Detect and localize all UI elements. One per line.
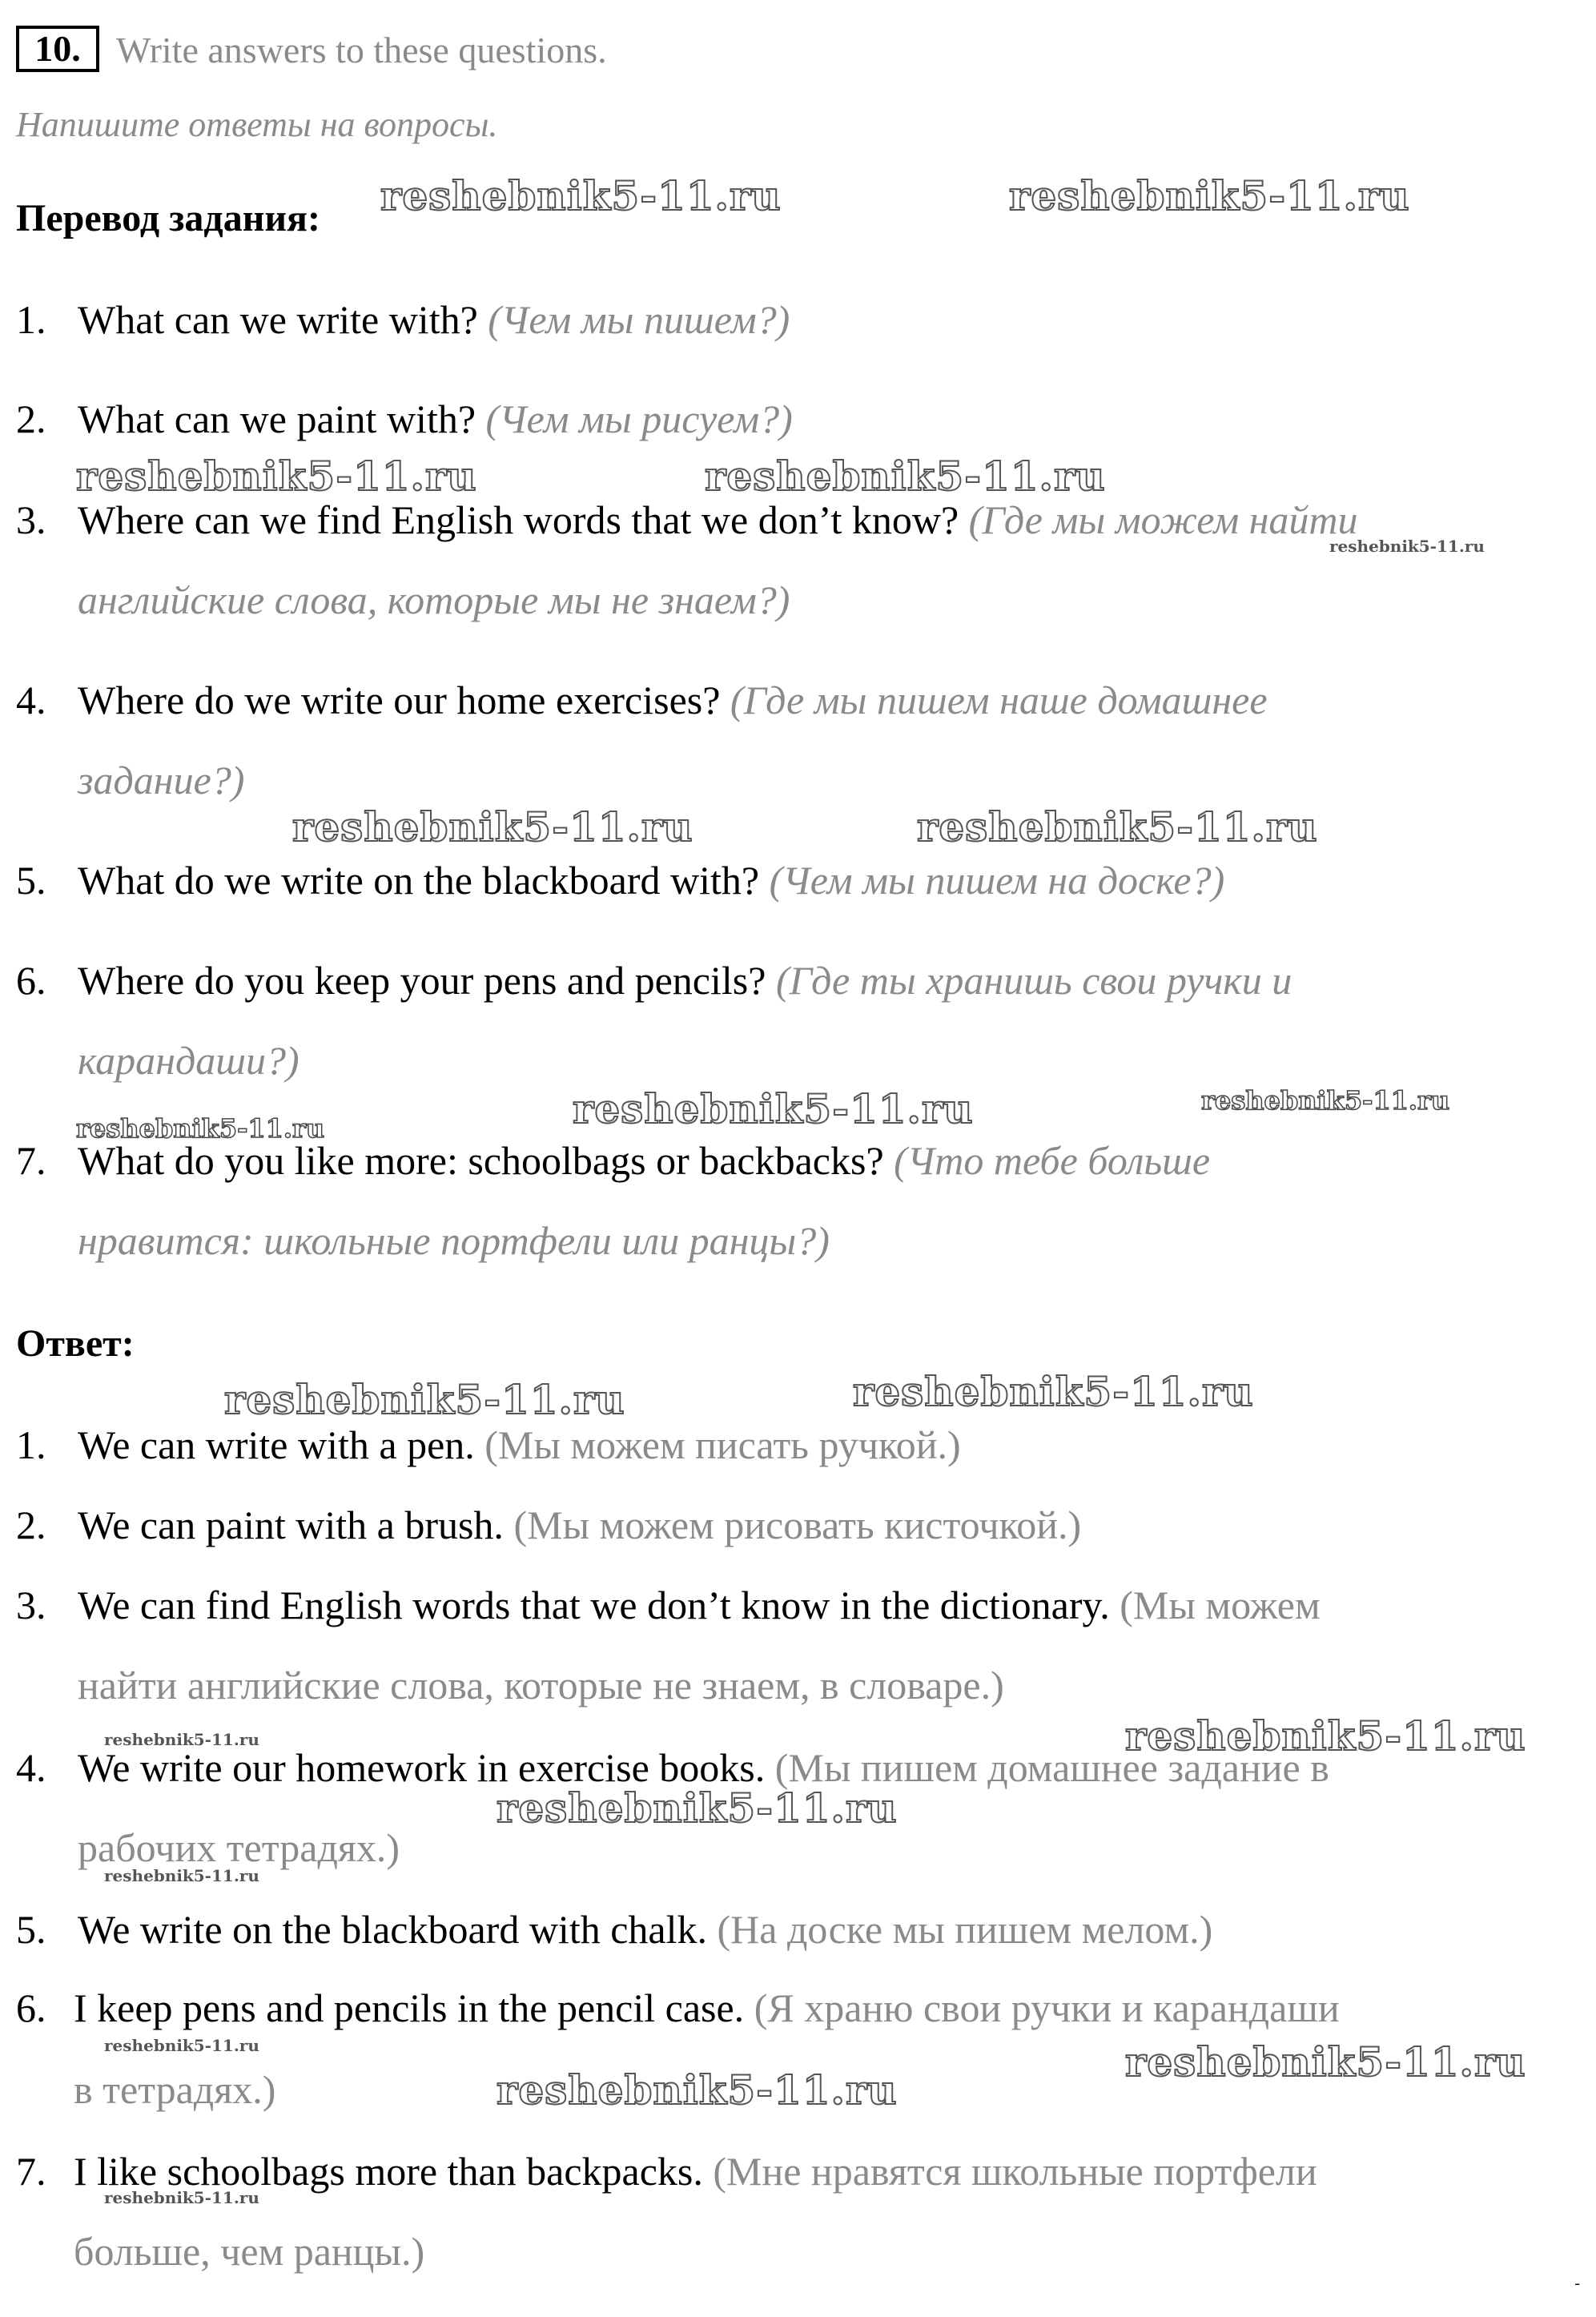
answer-ru: (Мы можем рисовать кисточкой.) (513, 1502, 1082, 1547)
watermark: reshebnik5-11.ru (853, 1368, 1254, 1415)
watermark: reshebnik5-11.ru (573, 1085, 974, 1132)
watermark: reshebnik5-11.ru (104, 2188, 259, 2207)
question-en: What can we paint with? (78, 396, 476, 441)
question-line (78, 857, 1224, 903)
watermark: reshebnik5-11.ru (1329, 537, 1485, 556)
watermark: reshebnik5-11.ru (1009, 172, 1410, 219)
watermark: reshebnik5-11.ru (292, 803, 693, 851)
question-ru: (Чем мы пишем на доске?) (769, 858, 1225, 903)
question-en: Where do you keep your pens and pencils? (78, 958, 766, 1003)
answer-en: We write on the blackboard with chalk. (78, 1907, 707, 1952)
answer-line (78, 1422, 961, 1468)
watermark: reshebnik5-11.ru (104, 1866, 259, 1885)
watermark: reshebnik5-11.ru (1125, 2038, 1526, 2086)
watermark: reshebnik5-11.ru (1125, 1712, 1526, 1760)
question-number: 1. (16, 297, 46, 342)
instruction: Write answers to these questions. (116, 30, 607, 70)
answer-number: 1. (16, 1422, 46, 1467)
question-ru-continued: задание?) (78, 758, 245, 803)
question-en: Where do we write our home exercises? (78, 678, 721, 722)
answer-ru-continued: больше, чем ранцы.) (74, 2229, 425, 2274)
question-number: 2. (16, 396, 46, 441)
answer-en: We write our homework in exercise books. (78, 1745, 766, 1790)
watermark: reshebnik5-11.ru (76, 1113, 325, 1144)
watermark: reshebnik5-11.ru (104, 1730, 259, 1749)
question-number: 4. (16, 678, 46, 722)
question-line (78, 497, 1358, 543)
question-number: 5. (16, 858, 46, 903)
question-ru: (Чем мы пишем?) (488, 297, 790, 342)
question-number: 7. (16, 1138, 46, 1183)
watermark: reshebnik5-11.ru (76, 453, 477, 500)
question-number: 6. (16, 958, 46, 1003)
answer-heading: Ответ: (16, 1322, 135, 1365)
exercise-number-box (16, 26, 99, 72)
question-line (78, 1137, 1210, 1184)
answer-en: I keep pens and pencils in the pencil case. (74, 1985, 745, 2030)
question-en: Where can we find English words that we don’t know? (78, 497, 959, 542)
watermark: reshebnik5-11.ru (496, 1784, 898, 1832)
answer-ru: (Я храню свои ручки и карандаши (754, 1985, 1340, 2030)
watermark: reshebnik5-11.ru (1201, 1085, 1450, 1116)
question-ru: (Где мы пишем наше домашнее (730, 678, 1268, 722)
watermark: reshebnik5-11.ru (705, 453, 1106, 500)
answer-number: 4. (16, 1745, 46, 1790)
instruction-ru: Напишите ответы на вопросы. (16, 105, 498, 144)
answer-ru: (На доске мы пишем мелом.) (717, 1907, 1213, 1952)
answer-line (74, 1985, 1340, 2031)
question-ru: (Где ты хранишь свои ручки и (775, 958, 1292, 1003)
answer-en: We can find English words that we don’t know in the dictionary. (78, 1583, 1110, 1627)
question-line (78, 957, 1292, 1004)
answer-number: 2. (16, 1502, 46, 1547)
answer-en: We can write with a pen. (78, 1422, 475, 1467)
answer-ru-continued: в тетрадях.) (74, 2067, 276, 2112)
answer-ru: (Мы можем писать ручкой.) (484, 1422, 961, 1467)
question-ru-continued: карандаши?) (78, 1038, 300, 1083)
question-ru-continued: английские слова, которые мы не знаем?) (78, 577, 790, 622)
translation-heading: Перевод задания: (16, 197, 320, 239)
answer-en: I like schoolbags more than backpacks. (74, 2149, 703, 2194)
answer-ru-continued: найти английские слова, которые не знаем, в словаре.) (78, 1663, 1004, 1708)
question-number: 3. (16, 497, 46, 542)
answer-ru: (Мы пишем домашнее задание в (774, 1745, 1329, 1790)
answer-line (74, 2148, 1317, 2194)
answer-ru-continued: рабочих тетрадях.) (78, 1825, 400, 1870)
watermark: reshebnik5-11.ru (104, 2036, 259, 2055)
question-en: What can we write with? (78, 297, 478, 342)
watermark: reshebnik5-11.ru (380, 172, 782, 219)
question-ru: (Чем мы рисуем?) (485, 396, 793, 441)
answer-number: 5. (16, 1907, 46, 1952)
answer-en: We can paint with a brush. (78, 1502, 504, 1547)
answer-number: 3. (16, 1583, 46, 1627)
question-en: What do we write on the blackboard with? (78, 858, 760, 903)
question-line (78, 677, 1268, 723)
watermark: reshebnik5-11.ru (917, 803, 1318, 851)
question-ru: (Где мы можем найти (968, 497, 1358, 542)
watermark: reshebnik5-11.ru (496, 2066, 898, 2114)
watermark: reshebnik5-11.ru (224, 1376, 625, 1423)
answer-line (78, 1502, 1081, 1548)
answer-number: 7. (16, 2149, 46, 2194)
answer-ru: (Мне нравятся школьные портфели (713, 2149, 1317, 2194)
question-ru-continued: нравится: школьные портфели или ранцы?) (78, 1218, 830, 1263)
exercise-number: 10. (34, 28, 81, 69)
answer-line (78, 1582, 1321, 1628)
question-line (78, 396, 793, 442)
answer-ru: (Мы можем (1120, 1583, 1321, 1627)
question-line (78, 296, 790, 343)
answer-line (78, 1906, 1212, 1953)
question-ru: (Что тебе больше (894, 1138, 1211, 1183)
answer-number: 6. (16, 1985, 46, 2030)
question-en: What do you like more: schoolbags or backbacks? (78, 1138, 884, 1183)
footer-mark: - (1574, 2275, 1580, 2292)
